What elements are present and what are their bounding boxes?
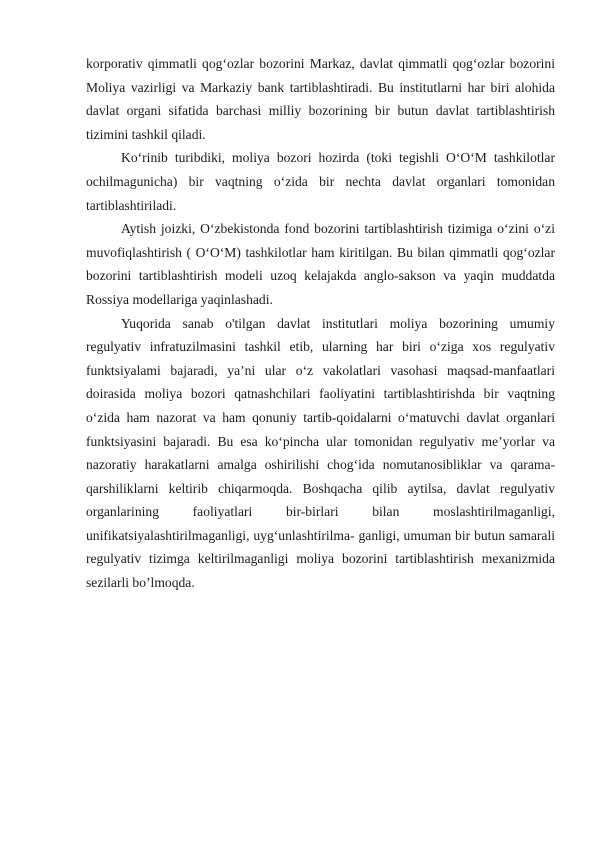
- paragraph-regulatory-infrastructure: Yuqorida sanab o'tilgan davlat institutlari moliya bozorining umumiy regulyativ infratuzilmasini tashkil etib, ularning har biri o‘ziga xos regulyativ funktsiyalami bajaradi, ya’ni ular o‘z vakolatlari vasohasi maqsad-manfaatlari doirasida moliya bozori qatnashchilari faoliyatini tartiblashtirishda bir vaqtning o‘zida ham nazorat va ham qonuniy tartib-qoidalarni o‘matuvchi davlat organlari funktsiyasini bajaradi. Bu esa ko‘pincha ular tomonidan regulyativ me’yorlar va nazoratiy harakatlarni amalga oshirilishi chog‘ida nomutanosibliklar va qarama-qarshiliklarni keltirib chiqarmoqda. Boshqacha qilib aytilsa, davlat regulyativ organlarining faoliyatlari bir-birlari bilan moslashtirilmaganligi, unifikatsiyalashtirilmaganligi, uyg‘unlashtirilma- ganligi, umuman bir butun samarali regulyativ tizimga keltirilmaganligi moliya bozorini tartiblashtirish mexanizmida sezilarli bo’lmoqda.: [86, 315, 555, 591]
- paragraph-continuation: korporativ qimmatli qog‘ozlar bozorini Markaz, davlat qimmatli qog‘ozlar bozorini Moliya vazirligi va Markaziy bank tartiblashtiradi. Bu institutlarni har biri alohida davlat organi sifatida barchasi milliy bozorining bir butun davlat tartiblashtirish tizimini tashkil qiladi.: [86, 56, 555, 142]
- paragraph-self-regulation: Aytish joizki, O‘zbekistonda fond bozorini tartiblashtirish tizimiga o‘zini o‘zi muvofiqlashtirish ( O‘O‘M) tashkilotlar ham kiritilgan. Bu bilan qimmatli qog‘ozlar bozorini tartiblashtirish modeli uzoq kelajakda anglo-sakson va yaqin muddatda Rossiya modellariga yaqinlashadi.: [86, 221, 555, 307]
- document-page: [86, 52, 555, 595]
- paragraph-market-regulation: Ko‘rinib turibdiki, moliya bozori hozirda (toki tegishli O‘O‘M tashkilotlar ochilmagunicha) bir vaqtning o‘zida bir nechta davlat organlari tomonidan tartiblashtiriladi.: [86, 150, 555, 213]
